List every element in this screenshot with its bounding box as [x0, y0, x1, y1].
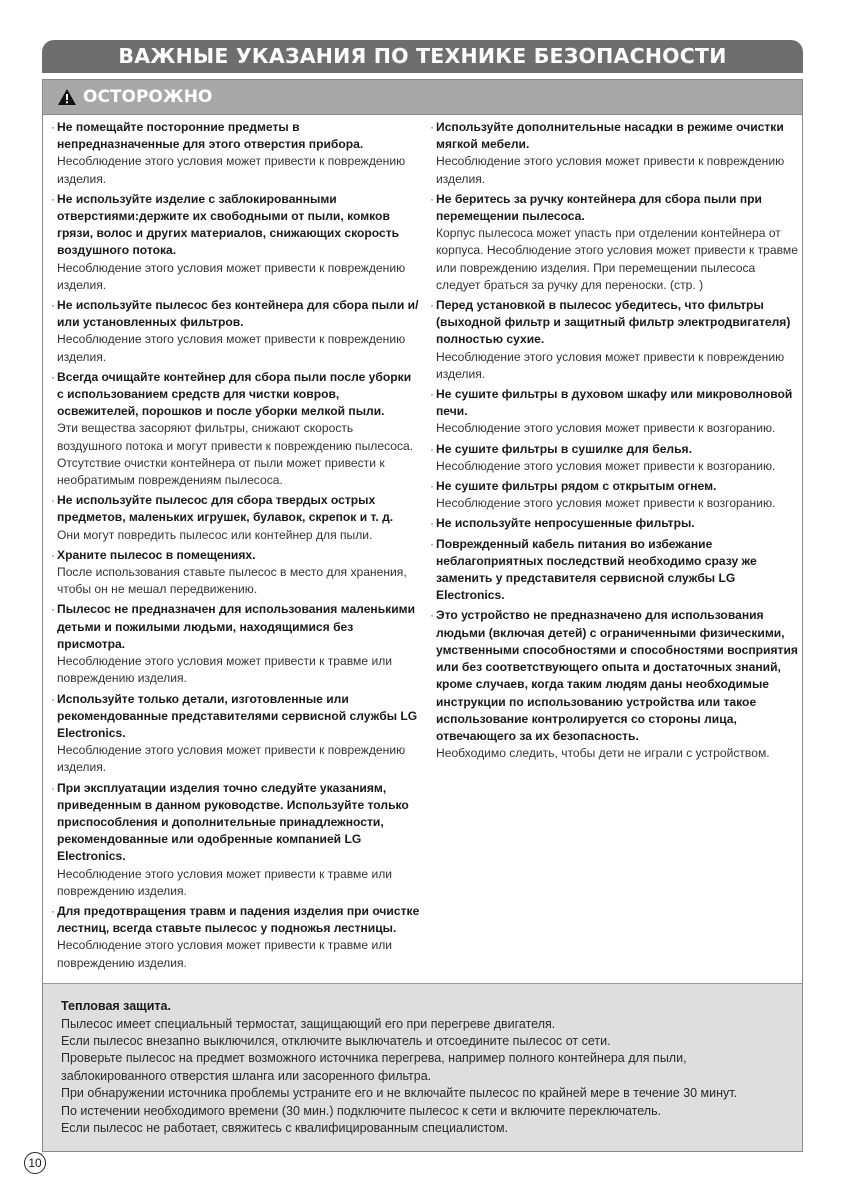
caution-label: ОСТОРОЖНО: [83, 87, 213, 107]
item-title: Используйте только детали, изготовленные или рекомендованные представителями сервисной службы LG Electronics.: [57, 691, 418, 740]
item-title: Для предотвращения травм и падения изделия при очистке лестниц, всегда ставьте пылесос у подножья лестницы.: [57, 903, 420, 936]
caution-item: · Пылесос не предназначен для использования маленькими детьми и пожилыми людьми, находящимися без присмотра. Несоблюдение этого условия может привести к травме или повреждению изделия.: [51, 601, 421, 687]
item-title: Поврежденный кабель питания во избежание неблагоприятных последствий необходимо сразу же заменить у представителя сервисной службы LG Electronics.: [436, 536, 757, 603]
caution-header: [43, 80, 802, 115]
item-title: Храните пылесос в помещениях.: [57, 547, 256, 562]
note-line: По истечении необходимого времени (30 мин.) подключите пылесос к сети и включите переключатель.: [61, 1103, 662, 1118]
caution-item: · Не используйте непросушенные фильтры.: [430, 515, 800, 532]
caution-item: · Не сушите фильтры рядом с открытым огнем. Несоблюдение этого условия может привести к возгоранию.: [430, 478, 800, 512]
item-description: Несоблюдение этого условия может привести к повреждению изделия.: [436, 154, 785, 186]
item-title: Не используйте изделие с заблокированными отверстиями:держите их свободными от пыли, комков грязи, волос и других материалов, снижающих скорость воздушного потока.: [57, 191, 400, 258]
right-column: [430, 119, 800, 765]
thermal-protection-note: [43, 983, 802, 1151]
item-description: Несоблюдение этого условия может привести к повреждению изделия.: [57, 154, 406, 186]
item-description: Несоблюдение этого условия может привести к повреждению изделия.: [436, 349, 785, 381]
note-line: Пылесос имеет специальный термостат, защищающий его при перегреве двигателя.: [61, 1016, 556, 1031]
item-description: Корпус пылесоса может упасть при отделении контейнера от корпуса. Несоблюдение этого условия может привести к травме или повреждению изделия. При перемещении пылесоса следует браться за ручку для переноски. (стр. ): [436, 226, 798, 292]
item-title: Не используйте пылесос для сбора твердых острых предметов, маленьких игрушек, булавок, скрепок и т. д.: [57, 493, 394, 525]
caution-item: · При эксплуатации изделия точно следуйте указаниям, приведенным в данном руководстве. Используйте только приспособления и дополнительные принадлежности, рекомендованные или одобренные компанией LG Electronics. Несоблюдение этого условия может привести к травме или повреждению изделия.: [51, 780, 421, 900]
note-title: Тепловая защита.: [61, 999, 171, 1013]
item-description: Несоблюдение этого условия может привести к повреждению изделия.: [57, 260, 406, 292]
item-description: Несоблюдение этого условия может привести к возгоранию.: [436, 458, 776, 473]
caution-item: · Храните пылесос в помещениях. После использования ставьте пылесос в место для хранения, чтобы он не мешал передвижению.: [51, 547, 421, 599]
item-title: Не сушите фильтры рядом с открытым огнем.: [436, 479, 717, 494]
item-description: Эти вещества засоряют фильтры, снижают скорость воздушного потока и могут привести к повреждению пылесоса. Отсутствие очистки контейнера от пыли может привести к необратимым повреждениям пылесоса.: [57, 421, 414, 488]
item-description: Необходимо следить, чтобы дети не играли с устройством.: [436, 746, 770, 761]
left-column: [51, 119, 421, 975]
caution-item: · Используйте дополнительные насадки в режиме очистки мягкой мебели. Несоблюдение этого условия может привести к повреждению изделия.: [430, 119, 800, 188]
page-title: ВАЖНЫЕ УКАЗАНИЯ ПО ТЕХНИКЕ БЕЗОПАСНОСТИ: [42, 40, 803, 73]
note-line: Если пылесос внезапно выключился, отключите выключатель и отсоедините пылесос от сети.: [61, 1033, 611, 1048]
item-title: Не используйте непросушенные фильтры.: [436, 516, 695, 531]
caution-item: · Перед установкой в пылесос убедитесь, что фильтры (выходной фильтр и защитный фильтр электродвигателя) полностью сухие. Несоблюдение этого условия может привести к повреждению изделия.: [430, 297, 800, 383]
item-description: Несоблюдение этого условия может привести к возгоранию.: [436, 421, 776, 436]
caution-item: · Не используйте пылесос без контейнера для сбора пыли и/или установленных фильтров. Несоблюдение этого условия может привести к повреждению изделия.: [51, 297, 421, 366]
caution-item: · Это устройство не предназначено для использования людьми (включая детей) с ограниченными физическими, умственными способностями и способностями восприятия или без соответствующего опыта и достаточных знаний, кроме случаев, когда таким людям даны необходимые инструкции по использованию устройства или такое использование контролируется со стороны лица, отвечающего за их безопасность. Необходимо следить, чтобы дети не играли с устройством.: [430, 607, 800, 762]
item-description: Несоблюдение этого условия может привести к возгоранию.: [436, 496, 776, 511]
item-title: Это устройство не предназначено для использования людьми (включая детей) с ограниченными физическими, умственными способностями и способностями восприятия или без соответствующего опыта и достаточных знаний, кроме случаев, когда таким людям даны необходимые инструкции по использованию устройства или такое использование контролируется со стороны лица, отвечающего за их безопасность.: [436, 608, 798, 743]
item-description: После использования ставьте пылесос в место для хранения, чтобы он не мешал передвижению.: [57, 565, 407, 597]
caution-item: · Не используйте пылесос для сбора твердых острых предметов, маленьких игрушек, булавок, скрепок и т. д. Они могут повредить пылесос или контейнер для пыли.: [51, 492, 421, 544]
item-description: Несоблюдение этого условия может привести к повреждению изделия.: [57, 743, 406, 775]
item-description: Несоблюдение этого условия может привести к травме или повреждению изделия.: [57, 654, 393, 686]
item-title: Не сушите фильтры в сушилке для белья.: [436, 441, 692, 456]
item-title: Не используйте пылесос без контейнера для сбора пыли и/или установленных фильтров.: [57, 298, 419, 330]
item-description: Несоблюдение этого условия может привести к травме или повреждению изделия.: [57, 938, 393, 970]
caution-item: · Не помещайте посторонние предметы в непредназначенные для этого отверстия прибора. Несоблюдение этого условия может привести к повреждению изделия.: [51, 119, 421, 188]
caution-item: · Поврежденный кабель питания во избежание неблагоприятных последствий необходимо сразу же заменить у представителя сервисной службы LG Electronics.: [430, 536, 800, 605]
caution-item: · Используйте только детали, изготовленные или рекомендованные представителями сервисной службы LG Electronics. Несоблюдение этого условия может привести к повреждению изделия.: [51, 691, 421, 777]
item-description: Они могут повредить пылесос или контейнер для пыли.: [57, 527, 373, 542]
item-title: Всегда очищайте контейнер для сбора пыли после уборки с использованием средств для чистки ковров, освежителей, порошков и после уборки мелкой пыли.: [57, 369, 412, 419]
item-title: Не сушите фильтры в духовом шкафу или микроволновой печи.: [436, 387, 793, 419]
caution-item: · Не беритесь за ручку контейнера для сбора пыли при перемещении пылесоса. Корпус пылесоса может упасть при отделении контейнера от корпуса. Несоблюдение этого условия может привести к травме или повреждению изделия. При перемещении пылесоса следует браться за ручку для переноски. (стр. ): [430, 191, 800, 294]
page-number: 10: [24, 1152, 46, 1174]
caution-item: · Всегда очищайте контейнер для сбора пыли после уборки с использованием средств для чистки ковров, освежителей, порошков и после уборки мелкой пыли. Эти вещества засоряют фильтры, снижают скорость воздушного потока и могут привести к повреждению пылесоса. Отсутствие очистки контейнера от пыли может привести к необратимым повреждениям пылесоса.: [51, 369, 421, 489]
item-title: При эксплуатации изделия точно следуйте указаниям, приведенным в данном руководстве. Используйте только приспособления и дополнительные принадлежности, рекомендованные или одобренные компанией LG Electronics.: [57, 780, 409, 864]
caution-item: · Не сушите фильтры в духовом шкафу или микроволновой печи. Несоблюдение этого условия может привести к возгоранию.: [430, 386, 800, 438]
item-title: Не помещайте посторонние предметы в непредназначенные для этого отверстия прибора.: [57, 120, 364, 152]
warning-triangle-icon: [57, 88, 77, 106]
item-title: Не беритесь за ручку контейнера для сбора пыли при перемещении пылесоса.: [436, 191, 762, 224]
caution-item: · Для предотвращения травм и падения изделия при очистке лестниц, всегда ставьте пылесос у подножья лестницы. Несоблюдение этого условия может привести к травме или повреждению изделия.: [51, 903, 421, 972]
caution-item: · Не сушите фильтры в сушилке для белья. Несоблюдение этого условия может привести к возгоранию.: [430, 441, 800, 475]
item-title: Перед установкой в пылесос убедитесь, что фильтры (выходной фильтр и защитный фильтр электродвигателя) полностью сухие.: [436, 298, 791, 347]
item-description: Несоблюдение этого условия может привести к повреждению изделия.: [57, 332, 406, 364]
note-line: При обнаружении источника проблемы устраните его и не включайте пылесос по крайней мере в течение 30 минут.: [61, 1086, 738, 1101]
caution-item: · Не используйте изделие с заблокированными отверстиями:держите их свободными от пыли, комков грязи, волос и других материалов, снижающих скорость воздушного потока. Несоблюдение этого условия может привести к повреждению изделия.: [51, 191, 421, 294]
note-line: Проверьте пылесос на предмет возможного источника перегрева, например полного контейнера для пыли, заблокированного отверстия шланга или засоренного фильтра.: [61, 1051, 687, 1083]
item-title: Пылесос не предназначен для использования маленькими детьми и пожилыми людьми, находящимися без присмотра.: [57, 602, 416, 651]
caution-section: [42, 79, 803, 1152]
note-line: Если пылесос не работает, свяжитесь с квалифицированным специалистом.: [61, 1120, 509, 1135]
item-title: Используйте дополнительные насадки в режиме очистки мягкой мебели.: [436, 120, 784, 152]
item-description: Несоблюдение этого условия может привести к травме или повреждению изделия.: [57, 866, 393, 898]
